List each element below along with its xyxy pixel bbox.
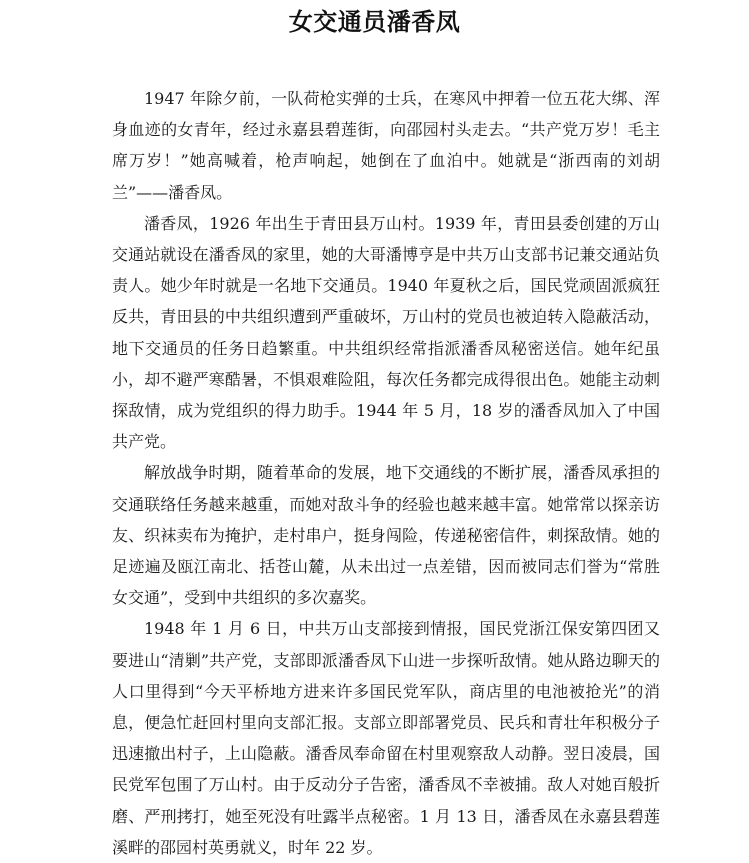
paragraph-3: 解放战争时期，随着革命的发展，地下交通线的不断扩展，潘香凤承担的交通联络任务越来越重，而她对敌斗争的经验也越来越丰富。她常常以探亲访友、织袜卖布为掩护，走村串户，挺身闯险，传递秘密信件，刺探敌情。她的足迹遍及瓯江南北、括苍山麓，从未出过一点差错，因而被同志们誉为“常胜女交通”，受到中共组织的多次嘉奖。 (112, 463, 660, 608)
paragraph-4: 1948 年 1 月 6 日，中共万山支部接到情报，国民党浙江保安第四团又要进山“清剿”共产党，支部即派潘香凤下山进一步探听敌情。她从路边聊天的人口里得到“今天平桥地方进来许多国民党军队，商店里的电池被抢光”的消息，便急忙赶回村里向支部汇报。支部立即部署党员、民兵和青壮年积极分子迅速撤出村子，上山隐蔽。潘香凤奉命留在村里观察敌人动静。翌日凌晨，国民党军包围了万山村。由于反动分子告密，潘香凤不幸被捕。敌人对她百般折磨、严刑拷打，她至死没有吐露半点秘密。1 月 13 日，潘香凤在永嘉县碧莲溪畔的邵园村英勇就义，时年 22 岁。 (112, 619, 660, 857)
paragraph-2: 潘香凤，1926 年出生于青田县万山村。1939 年，青田县委创建的万山交通站就设在潘香凤的家里，她的大哥潘博亨是中共万山支部书记兼交通站负责人。她少年时就是一名地下交通员。1940 年夏秋之后，国民党顽固派疯狂反共，青田县的中共组织遭到严重破坏，万山村的党员也被迫转入隐蔽活动，地下交通员的任务日趋繁重。中共组织经常指派潘香凤秘密送信。她年纪虽小，却不避严寒酷暑，不惧艰难险阻，每次任务都完成得很出色。她能主动刺探敌情，成为党组织的得力助手。1944 年 5 月，18 岁的潘香凤加入了中国共产党。 (112, 213, 660, 452)
paragraph-1: 1947 年除夕前，一队荷枪实弹的士兵，在寒风中押着一位五花大绑、浑身血迹的女青年，经过永嘉县碧莲街，向邵园村头走去。“共产党万岁！毛主席万岁！”她高喊着，枪声响起，她倒在了血泊中。她就是“浙西南的刘胡兰”——潘香凤。 (112, 89, 660, 202)
article-title: 女交通员潘香凤 (288, 7, 461, 36)
article-body (112, 83, 660, 863)
